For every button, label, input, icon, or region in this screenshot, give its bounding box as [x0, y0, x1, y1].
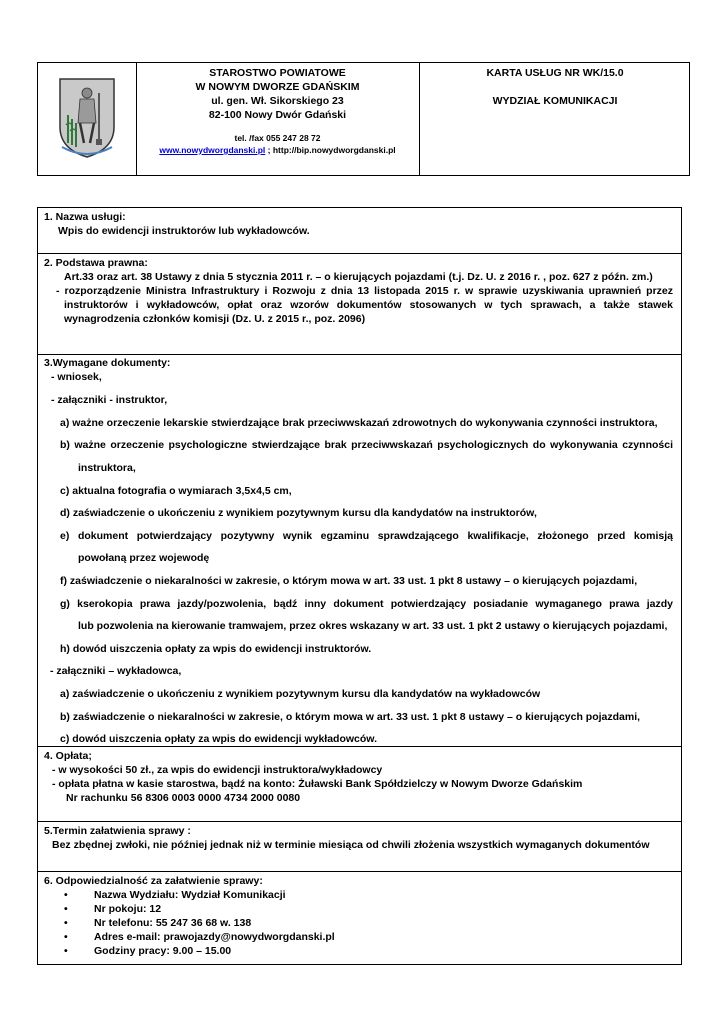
document-item: h) dowód uiszczenia opłaty za wpis do ewidencji instruktorów. [60, 643, 372, 655]
document-item-continued: lub pozwolenia na kierowanie tramwajem, przez okres wskazany w art. 33 ust. 1 pkt 2 ustawy o kierujących pojazdami, [78, 620, 668, 632]
office-city: 82-100 Nowy Dwór Gdański [208, 109, 347, 121]
list-item: • Adres e-mail: prawojazdy@nowydworgdanski.pl [44, 930, 675, 944]
office-name-line: STAROSTWO POWIATOWE [209, 67, 346, 79]
office-links [136, 144, 419, 156]
section-legal-basis [38, 254, 681, 355]
fee-amount: - w wysokości 50 zł., za wpis do ewidencji instruktora/wykładowcy [52, 764, 383, 776]
section-fee [38, 747, 681, 822]
document-item: - wniosek, [51, 371, 102, 383]
document-item: b) zaświadczenie o niekaralności w zakresie, o którym mowa w art. 33 ust. 1 pkt 8 ustawy – o kierujących pojazdami, [60, 711, 641, 723]
bip-link[interactable]: http://bip.nowydworgdanski.pl [272, 145, 396, 155]
service-name: Wpis do ewidencji instruktorów lub wykładowców. [58, 225, 310, 237]
document-item: c) dowód uiszczenia opłaty za wpis do ewidencji wykładowców. [60, 733, 378, 745]
service-card-table [37, 207, 682, 965]
document-item: c) aktualna fotografia o wymiarach 3,5x4,5 cm, [60, 485, 292, 497]
fee-payment: - opłata płatna w kasie starostwa, bądź na konto: Żuławski Bank Spółdzielczy w Nowym Dworze Gdańskim [52, 778, 583, 790]
attachments-lecturer-heading: - załączniki – wykładowca, [50, 665, 182, 677]
bank-account: Nr rachunku 56 8306 0003 0000 4734 2000 0080 [66, 792, 301, 804]
section-service-name [38, 208, 681, 254]
legal-basis-act: Art.33 oraz art. 38 Ustawy z dnia 5 stycznia 2011 r. – o kierujących pojazdami (t.j. Dz. U. z 2016 r. , poz. 627 z późn. zm.) [64, 271, 653, 283]
section-title: 4. Opłata; [44, 750, 92, 762]
document-item: a) ważne orzeczenie lekarskie stwierdzające brak przeciwwskazań zdrowotnych do wykonywania czynności instruktora, [60, 417, 658, 429]
links-separator: ; [265, 145, 273, 155]
coat-of-arms-cell [38, 63, 137, 175]
card-info-cell [421, 63, 689, 175]
list-item: • Nr pokoju: 12 [44, 902, 675, 916]
section-title: 2. Podstawa prawna: [44, 257, 148, 269]
section-responsibility [38, 872, 681, 964]
document-item: f) zaświadczenie o niekaralności w zakresie, o którym mowa w art. 33 ust. 1 pkt 8 ustawy – o kierujących pojazdami, [60, 575, 638, 587]
attachments-instructor-heading: - załączniki - instruktor, [51, 394, 168, 406]
section-title: 3.Wymagane dokumenty: [44, 357, 171, 369]
document-item: g) kserokopia prawa jazdy/pozwolenia, bądź inny dokument potwierdzający posiadanie wymaganego prawa jazdy [60, 598, 673, 610]
coat-of-arms-icon [38, 63, 136, 175]
section-deadline [38, 822, 681, 872]
section-title: 5.Termin załatwienia sprawy : [44, 825, 191, 837]
list-item: • Godziny pracy: 9.00 – 15.00 [44, 944, 675, 958]
document-item: e) dokument potwierdzający pozytywny wynik egzaminu sprawdzającego kwalifikacje, złożonego przed komisją [60, 530, 673, 542]
section-required-documents [38, 355, 681, 747]
office-info-cell [136, 63, 420, 175]
department-name: WYDZIAŁ KOMUNIKACJI [492, 95, 618, 107]
list-item: • Nr telefonu: 55 247 36 68 w. 138 [44, 916, 675, 930]
card-number: KARTA USŁUG NR WK/15.0 [486, 67, 624, 79]
office-street: ul. gen. Wł. Sikorskiego 23 [211, 95, 344, 107]
document-item-continued: instruktora, [78, 462, 136, 474]
section-title: 6. Odpowiedzialność za załatwienie sprawy: [44, 875, 263, 887]
office-name-line: W NOWYM DWORZE GDAŃSKIM [195, 81, 360, 93]
document-item: b) ważne orzeczenie psychologiczne stwierdzające brak przeciwwskazań psychologicznych do wykonywania czynności [60, 439, 673, 451]
document-item: a) zaświadczenie o ukończeniu z wynikiem pozytywnym kursu dla kandydatów na wykładowców [60, 688, 541, 700]
document-item: d) zaświadczenie o ukończeniu z wynikiem pozytywnym kursu dla kandydatów na instruktorów, [60, 507, 537, 519]
header-table [37, 62, 690, 176]
website-link[interactable]: www.nowydworgdanski.pl [159, 145, 266, 155]
office-phone: tel. /fax 055 247 28 72 [234, 133, 321, 143]
document-item-continued: powołaną przez wojewodę [78, 552, 210, 564]
deadline-text: Bez zbędnej zwłoki, nie później jednak niż w terminie miesiąca od chwili złożenia wszystkich wymaganych dokumentów [52, 839, 650, 851]
section-title: 1. Nazwa usługi: [44, 211, 126, 223]
legal-basis-regulation: - rozporządzenie Ministra Infrastruktury i Rozwoju z dnia 13 listopada 2015 r. w sprawie uzyskiwania uprawnień przez instruktorów i wykładowców, opłat oraz wzorów dokumentów stosowanych w tych sprawach, a także stawek wynagrodzenia członków komisji (Dz. U. z 2015 r., poz. 2096) [56, 285, 673, 325]
list-item: • Nazwa Wydziału: Wydział Komunikacji [44, 888, 675, 902]
